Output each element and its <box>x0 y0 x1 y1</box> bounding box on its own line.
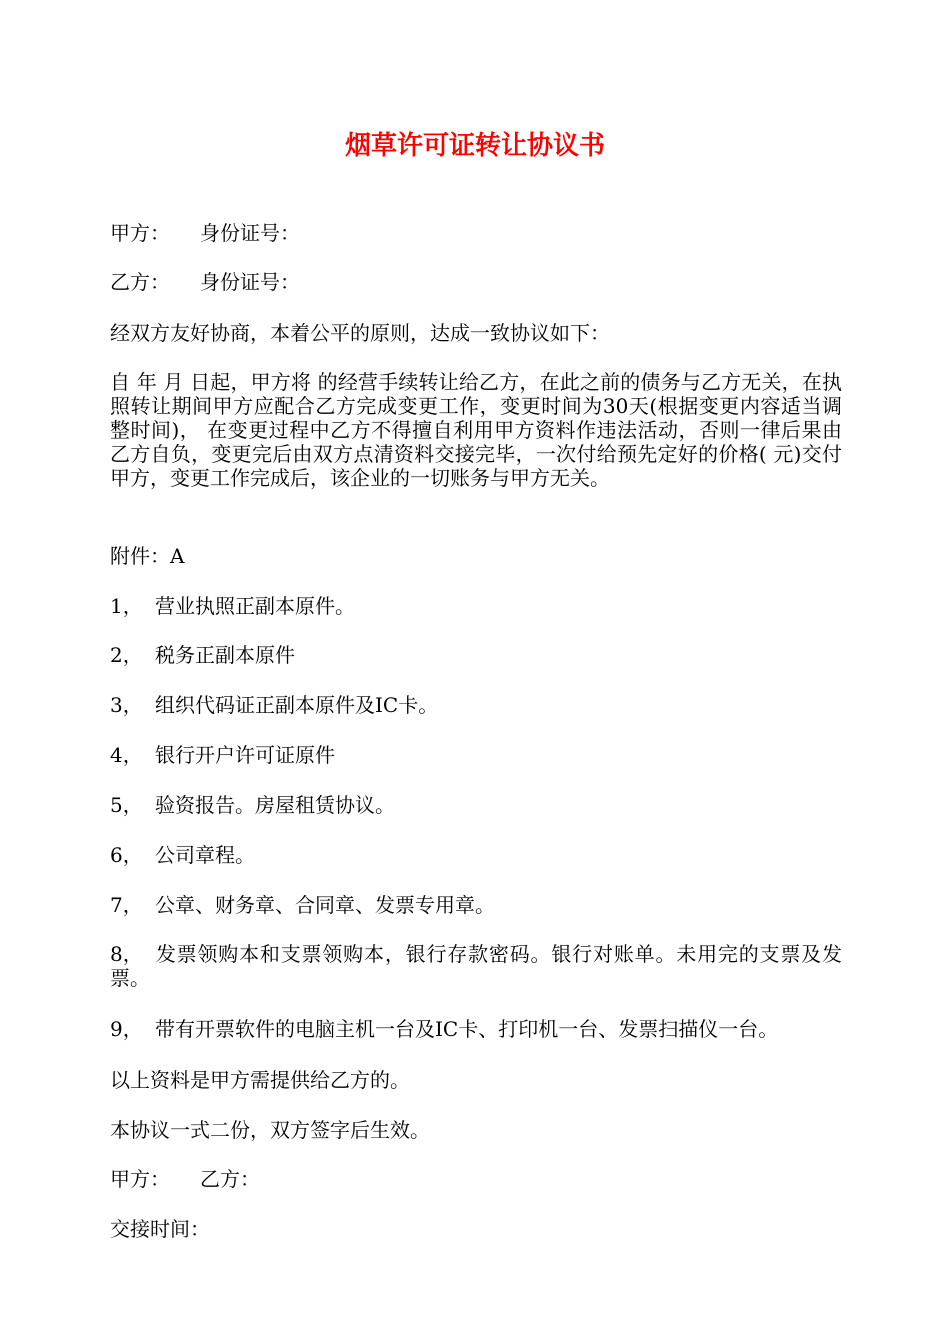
attachment-item <box>110 743 335 767</box>
attachment-item <box>110 942 842 990</box>
attachment-text: 营业执照正副本原件。 <box>155 594 355 618</box>
handover-time: 交接时间： <box>110 1217 210 1241</box>
summary-text: 以上资料是甲方需提供给乙方的。 <box>110 1068 410 1092</box>
party-b-line <box>110 270 300 294</box>
party-a-label: 甲方： <box>110 221 170 245</box>
signature-party-a: 甲方： <box>110 1167 170 1191</box>
party-b-label: 乙方： <box>110 270 170 294</box>
signature-party-b: 乙方： <box>200 1167 260 1191</box>
party-a-id-label: 身份证号： <box>200 221 300 245</box>
attachment-item <box>110 1017 778 1041</box>
document-title: 烟草许可证转让协议书 <box>344 131 605 161</box>
party-b-id-label: 身份证号： <box>200 270 300 294</box>
copies-text: 本协议一式二份，双方签字后生效。 <box>110 1118 430 1142</box>
attachment-number: 9， <box>110 1017 143 1041</box>
attachment-text: 银行开户许可证原件 <box>155 743 335 767</box>
intro-text: 经双方友好协商，本着公平的原则，达成一致协议如下： <box>110 321 610 345</box>
attachment-text: 带有开票软件的电脑主机一台及IC卡、打印机一台、发票扫描仪一台。 <box>155 1017 779 1041</box>
attachment-text: 公章、财务章、合同章、发票专用章。 <box>155 893 495 917</box>
party-a-line <box>110 221 300 245</box>
attachment-number: 5， <box>110 793 143 817</box>
signature-line <box>110 1167 260 1191</box>
attachment-item <box>110 693 438 717</box>
attachment-text: 验资报告。房屋租赁协议。 <box>155 793 395 817</box>
attachment-number: 7， <box>110 893 143 917</box>
attachment-text: 发票领购本和支票领购本，银行存款密码。银行对账单。未用完的支票及发票。 <box>110 942 842 990</box>
attachment-label: 附件：A <box>110 544 185 568</box>
attachment-number: 2， <box>110 643 143 667</box>
attachment-number: 3， <box>110 693 143 717</box>
attachment-item <box>110 843 255 867</box>
attachment-number: 8， <box>110 942 143 966</box>
attachment-number: 4， <box>110 743 143 767</box>
attachment-item <box>110 643 295 667</box>
attachment-text: 组织代码证正副本原件及IC卡。 <box>155 693 439 717</box>
attachment-item <box>110 594 355 618</box>
attachment-item <box>110 793 395 817</box>
attachment-text: 税务正副本原件 <box>155 643 295 667</box>
attachment-text: 公司章程。 <box>155 843 255 867</box>
body-paragraph: 自 年 月 日起，甲方将 的经营手续转让给乙方，在此之前的债务与乙方无关，在执照转让期间甲方应配合乙方完成变更工作，变更时间为30天(根据变更内容适当调整时间)， 在变更过程中乙方不得擅自利用甲方资料作违法活动，否则一律后果由乙方自负，变更完后由双方点清资料交接完毕，一次付给预先定好的价格( 元)交付甲方，变更工作完成后，该企业的一切账务与甲方无关。 <box>110 370 842 490</box>
attachment-number: 1， <box>110 594 143 618</box>
attachment-item <box>110 893 495 917</box>
attachment-number: 6， <box>110 843 143 867</box>
